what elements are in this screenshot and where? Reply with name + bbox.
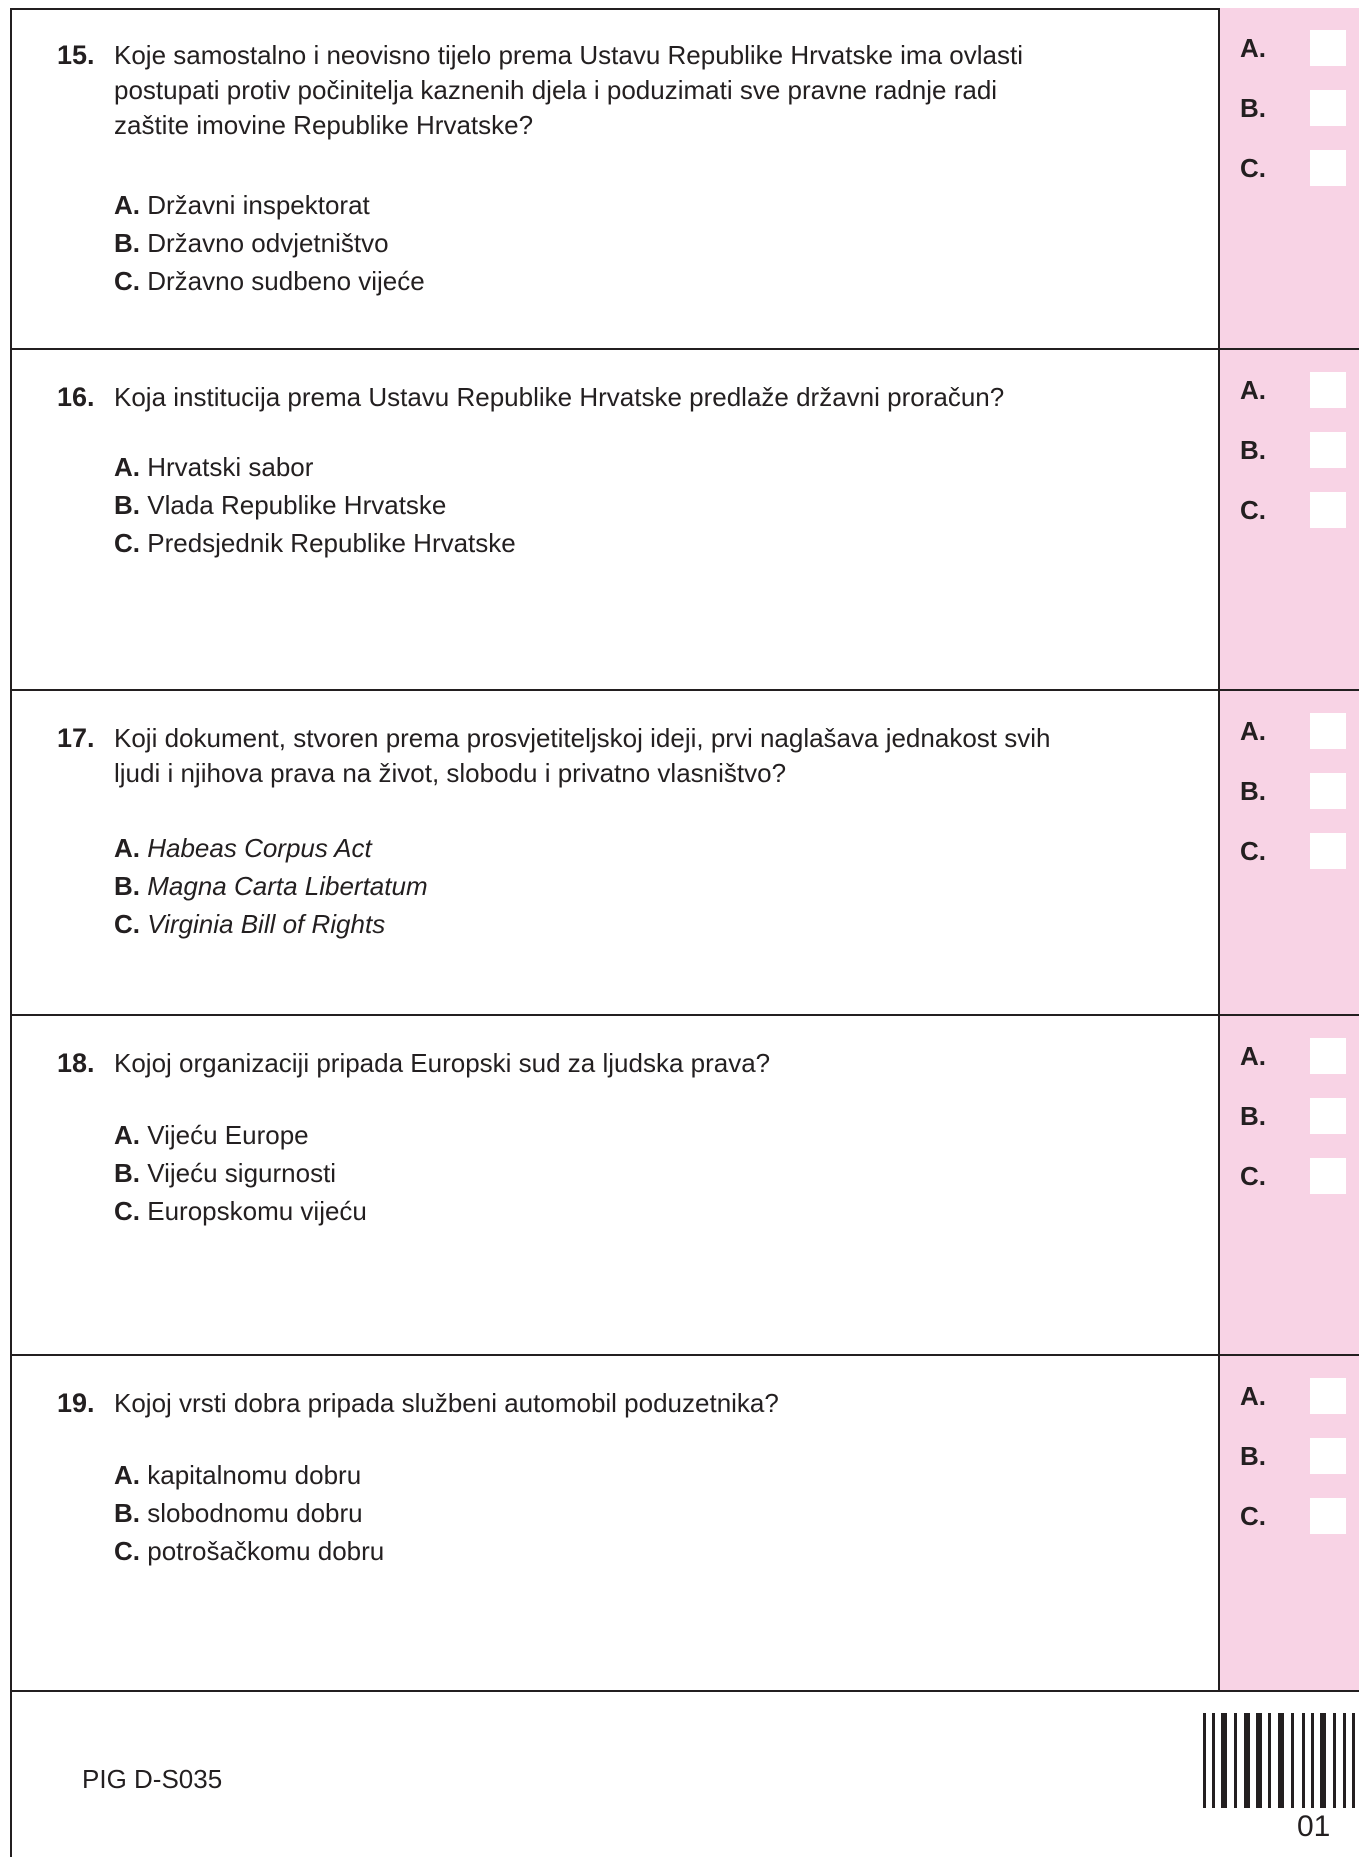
option-text: Hrvatski sabor	[147, 452, 314, 482]
question-text-line: postupati protiv počinitelja kaznenih djela i poduzimati sve pravne radnje radi	[114, 75, 998, 105]
option-item	[114, 867, 428, 905]
barcode-bar	[1221, 1713, 1227, 1808]
option-item	[114, 524, 516, 562]
question-text-line: Koji dokument, stvoren prema prosvjetiteljskoj ideji, prvi naglašava jednakost svih	[114, 723, 1051, 753]
option-list	[114, 186, 425, 300]
question-stem	[57, 1386, 1177, 1421]
barcode-bar	[1302, 1713, 1305, 1808]
option-text: kapitalnomu dobru	[147, 1460, 362, 1490]
answer-checkbox[interactable]	[1310, 713, 1346, 749]
answer-letter: A.	[1240, 1381, 1266, 1411]
question-text-line: ljudi i njihova prava na život, slobodu i privatno vlasništvo?	[114, 758, 787, 788]
answer-letter: C.	[1240, 153, 1266, 183]
barcode-bar	[1333, 1713, 1336, 1808]
option-item	[114, 486, 516, 524]
question-number: 18.	[57, 1048, 95, 1078]
barcode-bar	[1212, 1713, 1215, 1808]
question-block	[10, 1016, 1359, 1356]
option-item	[114, 1154, 367, 1192]
question-number: 16.	[57, 382, 95, 412]
question-number: 17.	[57, 723, 95, 753]
question-stem	[57, 721, 1177, 791]
barcode-bar	[1244, 1713, 1250, 1808]
answer-checkbox[interactable]	[1310, 372, 1346, 408]
question-stem	[57, 38, 1177, 143]
barcode-bar	[1203, 1713, 1206, 1808]
answer-checkbox[interactable]	[1310, 1158, 1346, 1194]
option-item	[114, 905, 428, 943]
option-text: Vijeću sigurnosti	[147, 1158, 337, 1188]
answer-checkbox[interactable]	[1310, 150, 1346, 186]
option-letter: A.	[114, 1460, 140, 1490]
question-body	[10, 691, 1220, 1014]
option-letter: B.	[114, 228, 140, 258]
option-letter: A.	[114, 452, 140, 482]
exam-code: PIG D-S035	[82, 1764, 223, 1794]
question-text-line: Kojoj organizaciji pripada Europski sud za ljudska prava?	[114, 1048, 771, 1078]
option-text: Državno sudbeno vijeće	[147, 266, 425, 296]
answer-letter: B.	[1240, 1441, 1266, 1471]
barcode-bar	[1268, 1713, 1271, 1808]
option-text: Predsjednik Republike Hrvatske	[147, 528, 516, 558]
answer-letter: A.	[1240, 1041, 1266, 1071]
option-item	[114, 1192, 367, 1230]
page-footer	[10, 1692, 1359, 1852]
option-letter: B.	[114, 1158, 140, 1188]
answer-checkbox[interactable]	[1310, 773, 1346, 809]
barcode-bar	[1291, 1713, 1294, 1808]
answer-checkbox[interactable]	[1310, 1498, 1346, 1534]
question-number: 15.	[57, 40, 95, 70]
answer-letter: A.	[1240, 375, 1266, 405]
answer-letter: A.	[1240, 33, 1266, 63]
question-body	[10, 1356, 1220, 1690]
option-item	[114, 1532, 384, 1570]
option-text: Magna Carta Libertatum	[147, 871, 428, 901]
question-body	[10, 1016, 1220, 1354]
option-letter: A.	[114, 833, 140, 863]
barcode-bar	[1320, 1713, 1326, 1808]
option-list	[114, 1116, 367, 1230]
answer-checkbox[interactable]	[1310, 30, 1346, 66]
option-item	[114, 1116, 367, 1154]
option-text: Vlada Republike Hrvatske	[147, 490, 447, 520]
option-item	[114, 262, 425, 300]
answer-letter: A.	[1240, 716, 1266, 746]
answer-letter: C.	[1240, 1161, 1266, 1191]
barcode-bar	[1278, 1713, 1284, 1808]
answer-checkbox[interactable]	[1310, 90, 1346, 126]
answer-letter: B.	[1240, 435, 1266, 465]
question-block	[10, 1356, 1359, 1692]
barcode-bar	[1234, 1713, 1237, 1808]
answer-checkbox[interactable]	[1310, 492, 1346, 528]
option-text: potrošačkomu dobru	[147, 1536, 385, 1566]
question-number: 19.	[57, 1388, 95, 1418]
option-letter: C.	[114, 266, 140, 296]
answer-checkbox[interactable]	[1310, 432, 1346, 468]
option-item	[114, 1456, 384, 1494]
barcode-bar	[1311, 1713, 1314, 1808]
barcode-number: 01	[1297, 1810, 1331, 1843]
answer-checkbox[interactable]	[1310, 1438, 1346, 1474]
question-body	[10, 350, 1220, 689]
option-letter: A.	[114, 1120, 140, 1150]
answer-letter: B.	[1240, 1101, 1266, 1131]
option-letter: C.	[114, 1196, 140, 1226]
question-text-line: Kojoj vrsti dobra pripada službeni automobil poduzetnika?	[114, 1388, 779, 1418]
option-item	[114, 829, 428, 867]
barcode-bar	[1256, 1713, 1262, 1808]
answer-letter: C.	[1240, 1501, 1266, 1531]
answer-letter: C.	[1240, 836, 1266, 866]
option-letter: B.	[114, 1498, 140, 1528]
option-letter: C.	[114, 909, 140, 939]
option-text: Virginia Bill of Rights	[147, 909, 386, 939]
question-text-line: zaštite imovine Republike Hrvatske?	[114, 110, 534, 140]
option-list	[114, 1456, 384, 1570]
option-letter: C.	[114, 528, 140, 558]
answer-letter: B.	[1240, 93, 1266, 123]
option-text: Habeas Corpus Act	[147, 833, 372, 863]
question-stem	[57, 380, 1177, 415]
option-list	[114, 448, 516, 562]
answer-checkbox[interactable]	[1310, 1098, 1346, 1134]
answer-letter: B.	[1240, 776, 1266, 806]
question-stem	[57, 1046, 1177, 1081]
option-item	[114, 448, 516, 486]
option-letter: C.	[114, 1536, 140, 1566]
option-text: slobodnomu dobru	[147, 1498, 363, 1528]
barcode-bar	[1343, 1713, 1346, 1808]
option-item	[114, 186, 425, 224]
option-text: Europskomu vijeću	[147, 1196, 367, 1226]
option-letter: A.	[114, 190, 140, 220]
answer-checkbox[interactable]	[1310, 1378, 1346, 1414]
question-text-line: Koje samostalno i neovisno tijelo prema Ustavu Republike Hrvatske ima ovlasti	[114, 40, 1023, 70]
question-block	[10, 691, 1359, 1016]
question-block	[10, 8, 1359, 350]
barcode	[1203, 1713, 1351, 1808]
option-item	[114, 224, 425, 262]
option-list	[114, 829, 428, 943]
option-text: Državno odvjetništvo	[147, 228, 389, 258]
question-body	[10, 8, 1220, 348]
barcode-bar	[1352, 1713, 1355, 1808]
option-letter: B.	[114, 871, 140, 901]
option-letter: B.	[114, 490, 140, 520]
answer-letter: C.	[1240, 495, 1266, 525]
question-block	[10, 350, 1359, 691]
option-item	[114, 1494, 384, 1532]
option-text: Državni inspektorat	[147, 190, 370, 220]
answer-checkbox[interactable]	[1310, 1038, 1346, 1074]
answer-checkbox[interactable]	[1310, 833, 1346, 869]
option-text: Vijeću Europe	[147, 1120, 309, 1150]
question-text-line: Koja institucija prema Ustavu Republike Hrvatske predlaže državni proračun?	[114, 382, 1005, 412]
